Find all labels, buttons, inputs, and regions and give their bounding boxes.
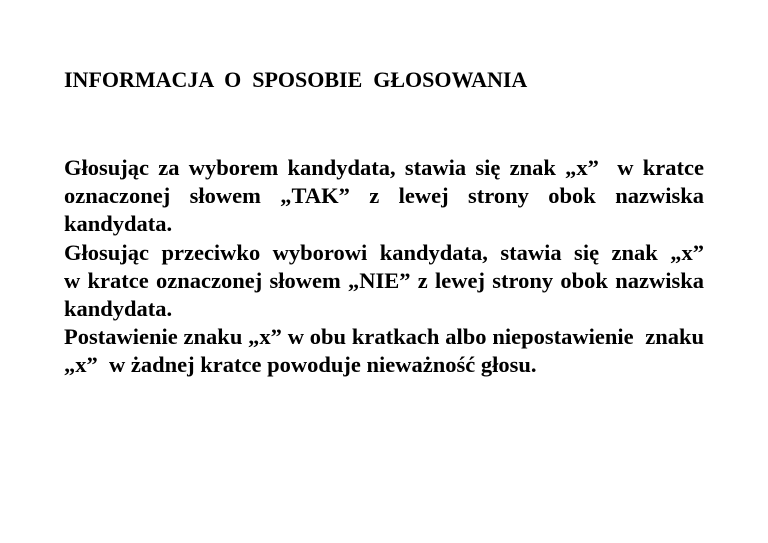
paragraph-invalid-vote: Postawienie znaku „x” w obu kratkach albo niepostawienie znaku „x” w żadnej kratce powoduje nieważność głosu. bbox=[64, 324, 710, 378]
page-title: INFORMACJA O SPOSOBIE GŁOSOWANIA bbox=[64, 67, 528, 92]
voting-instructions bbox=[64, 154, 738, 380]
paragraph-vote-for: Głosując za wyborem kandydata, stawia się znak „x” w kratce oznaczonej słowem „TAK” z lewej strony obok nazwiska kandydata. bbox=[64, 155, 710, 237]
paragraph-vote-against: Głosując przeciwko wyborowi kandydata, stawia się znak „x” w kratce oznaczonej słowem „NIE” z lewej strony obok nazwiska kandydata. bbox=[64, 239, 738, 322]
